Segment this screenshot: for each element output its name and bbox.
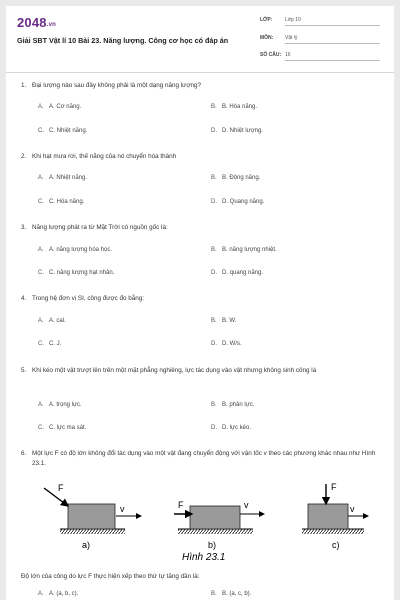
option-text: D. Quang năng. <box>222 199 265 205</box>
option-letter: A. <box>38 247 44 253</box>
option-a[interactable] <box>38 318 66 324</box>
option-letter: A. <box>38 402 44 408</box>
block <box>68 504 115 529</box>
option-text: D. lực kéo. <box>222 425 252 431</box>
option-letter: D. <box>211 425 217 431</box>
diagram-label-b: b) <box>208 540 217 550</box>
option-text: C. Nhiệt năng. <box>49 128 88 134</box>
option-d[interactable] <box>211 425 251 431</box>
diagram-c <box>302 482 368 550</box>
option-letter: B. <box>211 104 217 110</box>
meta-label-class: LỚP: <box>260 17 273 23</box>
option-b[interactable] <box>211 591 251 597</box>
option-a[interactable] <box>38 591 78 597</box>
option-d[interactable] <box>211 341 242 347</box>
velocity-label: v <box>350 504 355 514</box>
force-label: F <box>331 482 337 492</box>
option-letter: B. <box>211 591 217 597</box>
option-letter: C. <box>38 270 44 276</box>
block <box>190 506 240 529</box>
question-6 <box>21 449 377 469</box>
option-c[interactable] <box>38 128 87 134</box>
option-d[interactable] <box>211 199 264 205</box>
meta-label-count: SỐ CÂU: <box>260 52 282 58</box>
option-letter: C. <box>38 199 44 205</box>
diagram-label-a: a) <box>82 540 91 550</box>
option-text: A. cal. <box>49 318 66 324</box>
document-page <box>6 6 394 600</box>
option-text: B. W. <box>222 318 237 324</box>
question-1 <box>21 81 377 91</box>
ground <box>60 529 125 534</box>
question-text: Trong hệ đơn vị SI, công được đo bằng: <box>32 295 145 302</box>
question-text: Khi kéo một vật trượt lên trên một mặt phẳng nghiêng, lực tác dụng vào vật nhưng không sinh công là <box>32 367 317 374</box>
option-text: A. năng lượng hóa học. <box>49 247 112 253</box>
option-a[interactable] <box>38 175 87 181</box>
option-letter: A. <box>38 104 44 110</box>
logo-text: 2048 <box>17 15 47 30</box>
velocity-label: v <box>244 500 249 510</box>
option-text: D. W/s. <box>222 341 242 347</box>
force-arrow <box>44 488 68 506</box>
option-b[interactable] <box>211 104 257 110</box>
question-text: Đại lượng nào sau đây không phải là một dạng năng lượng? <box>32 82 201 89</box>
option-text: C. Hóa năng. <box>49 199 85 205</box>
option-d[interactable] <box>211 270 263 276</box>
option-text: A. trọng lực. <box>49 402 82 408</box>
question-5 <box>21 366 377 376</box>
option-text: B. (a, c, b). <box>222 591 252 597</box>
option-letter: D. <box>211 341 217 347</box>
question-number: 6. <box>21 450 27 457</box>
logo-suffix: .vn <box>46 22 57 28</box>
question-subtext: Độ lớn của công do lực F thực hiện xếp theo thứ tự tăng dần là: <box>21 573 200 580</box>
option-b[interactable] <box>211 247 277 253</box>
figure-23-1 <box>6 476 394 571</box>
figure-caption: Hình 23.1 <box>182 552 226 563</box>
question-number: 5. <box>21 367 27 374</box>
question-number: 4. <box>21 295 27 302</box>
option-letter: A. <box>38 591 44 597</box>
meta-value-subject: Vật lý <box>285 35 380 44</box>
option-letter: B. <box>211 175 217 181</box>
diagram-label-c: c) <box>332 540 340 550</box>
diagram-b <box>174 500 264 563</box>
question-4 <box>21 294 377 304</box>
meta-label-subject: MÔN: <box>260 35 274 41</box>
question-6-subtext <box>21 572 381 582</box>
option-letter: C. <box>38 341 44 347</box>
question-number: 3. <box>21 224 27 231</box>
question-number: 1. <box>21 82 27 89</box>
option-text: C. J. <box>49 341 62 347</box>
header-divider <box>6 72 394 73</box>
option-letter: A. <box>38 318 44 324</box>
option-text: B. phản lực. <box>222 402 255 408</box>
force-diagram <box>6 476 394 571</box>
force-label: F <box>58 483 64 493</box>
block <box>308 504 348 529</box>
ground <box>302 529 364 534</box>
question-number: 2. <box>21 153 27 160</box>
option-letter: A. <box>38 175 44 181</box>
option-c[interactable] <box>38 341 61 347</box>
page-title: Giải SBT Vật lí 10 Bài 23. Năng lượng. Công cơ học có đáp án <box>17 36 229 45</box>
site-logo[interactable] <box>17 15 56 30</box>
option-letter: C. <box>38 128 44 134</box>
force-label: F <box>178 500 184 510</box>
option-c[interactable] <box>38 199 84 205</box>
option-text: C. năng lượng hạt nhân. <box>49 270 115 276</box>
option-letter: D. <box>211 199 217 205</box>
option-a[interactable] <box>38 402 82 408</box>
option-letter: B. <box>211 318 217 324</box>
option-a[interactable] <box>38 247 112 253</box>
option-text: B. năng lượng nhiệt. <box>222 247 277 253</box>
option-c[interactable] <box>38 270 114 276</box>
option-letter: B. <box>211 402 217 408</box>
option-b[interactable] <box>211 318 236 324</box>
option-letter: D. <box>211 128 217 134</box>
option-letter: C. <box>38 425 44 431</box>
option-letter: B. <box>211 247 217 253</box>
question-text: Năng lượng phát ra từ Mặt Trời có nguồn gốc là: <box>32 224 168 231</box>
question-3 <box>21 223 377 233</box>
question-text: Khi hạt mưa rơi, thế năng của nó chuyển hóa thành <box>32 153 177 160</box>
option-text: C. lực ma sát. <box>49 425 87 431</box>
option-text: D. quang năng. <box>222 270 264 276</box>
question-2 <box>21 152 377 162</box>
velocity-label: v <box>120 504 125 514</box>
option-text: A. Cơ năng. <box>49 104 82 110</box>
option-text: A. Nhiệt năng. <box>49 175 88 181</box>
question-text: Một lực F có độ lớn không đổi tác dụng vào một vật đang chuyển động với vận tốc v theo các phương khác nhau như Hình 23.1. <box>32 450 376 467</box>
option-text: D. Nhiệt lượng. <box>222 128 263 134</box>
option-text: B. Động năng. <box>222 175 261 181</box>
option-b[interactable] <box>211 175 260 181</box>
option-a[interactable] <box>38 104 81 110</box>
option-b[interactable] <box>211 402 254 408</box>
ground <box>178 529 253 534</box>
diagram-a <box>44 483 141 550</box>
option-c[interactable] <box>38 425 86 431</box>
option-text: B. Hóa năng. <box>222 104 258 110</box>
meta-value-class: Lớp 10 <box>285 17 380 26</box>
meta-value-count: 16 <box>285 52 380 61</box>
option-letter: D. <box>211 270 217 276</box>
option-d[interactable] <box>211 128 263 134</box>
option-text: A. (a, b, c). <box>49 591 79 597</box>
